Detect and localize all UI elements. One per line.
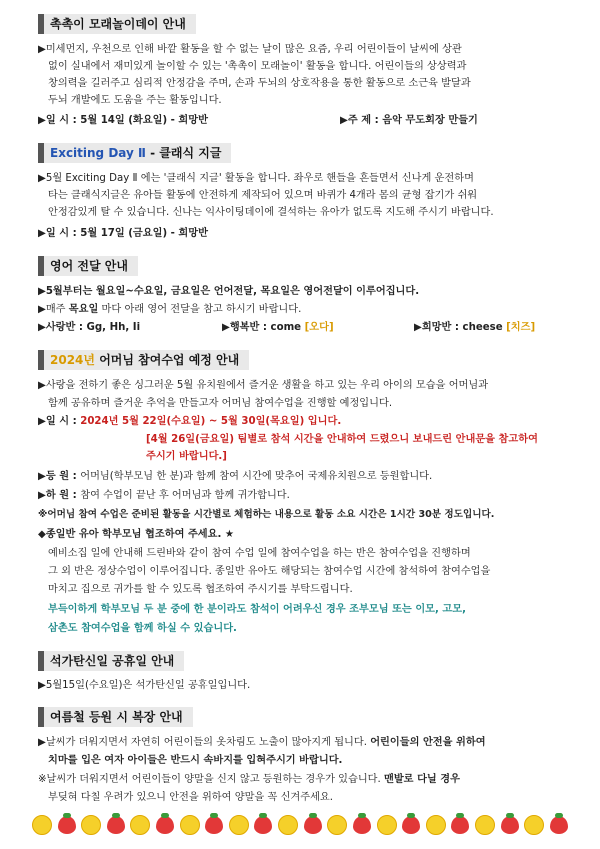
event-topic: ▶주 제 : 음악 무도회장 만들기 <box>340 115 478 126</box>
lemon-icon <box>475 815 495 835</box>
strawberry-icon <box>107 816 125 834</box>
fruit-border <box>32 812 568 838</box>
text-line: 없이 실내에서 재미있게 놀이할 수 있는 '촉촉이 모래놀이' 활동을 합니다. 어린이들의 상상력과 <box>48 61 467 72</box>
lemon-icon <box>327 815 347 835</box>
event-date: ▶일 시 : 5월 17일 (금요일) - 희망반 <box>38 228 208 239</box>
lemon-icon <box>229 815 249 835</box>
class-huimang: ▶희망반 : cheese [치즈] <box>414 322 536 333</box>
text-line: 두뇌 개발에도 도움을 주는 활동입니다. <box>48 95 222 106</box>
strawberry-icon <box>254 816 272 834</box>
text-line: ▶미세먼지, 우천으로 인해 바깥 활동을 할 수 없는 날이 많은 요즘, 우리 어린이들이 날씨에 상관 <box>38 44 462 55</box>
class-haengbok: ▶행복반 : come [오다] <box>222 322 334 333</box>
time-note: ※어머님 참여 수업은 준비된 활동을 시간별로 체험하는 내용으로 활동 소요 시간은 1시간 30분 정도입니다. <box>38 509 495 520</box>
lemon-icon <box>180 815 200 835</box>
event-date: ▶일 시 : 5월 14일 (화요일) - 희망반 <box>38 115 208 126</box>
section-header-parent-class: 2024년 어머님 참여수업 예정 안내 <box>38 350 249 370</box>
strawberry-icon <box>304 816 322 834</box>
section-header-exciting-day: Exciting Day Ⅱ - 클래식 지글 <box>38 143 231 163</box>
cooperation-request: ◆종일반 유아 학부모님 협조하여 주세요. ★ <box>38 529 235 540</box>
lemon-icon <box>377 815 397 835</box>
text-line: ※날씨가 더워지면서 어린이들이 양말을 신지 않고 등원하는 경우가 있습니다. 맨발로 다닐 경우 <box>38 774 460 785</box>
text-line: 마치고 집으로 귀가를 할 수 있도록 협조하여 주시기를 부탁드립니다. <box>48 584 353 595</box>
text-line: ▶5월부터는 월요일~수요일, 금요일은 언어전달, 목요일은 영어전달이 이루어집니다. <box>38 286 420 297</box>
strawberry-icon <box>550 816 568 834</box>
text-line: ▶5월15일(수요일)은 석가탄신일 공휴일입니다. <box>38 680 251 691</box>
section-header-dress: 여름철 등원 시 복장 안내 <box>38 707 193 727</box>
strawberry-icon <box>402 816 420 834</box>
strawberry-icon <box>501 816 519 834</box>
departure-info: ▶하 원 : 참여 수업이 끝난 후 어머님과 함께 귀가합니다. <box>38 490 290 501</box>
text-line: 함께 공유하며 즐거운 추억을 만들고자 어머님 참여수업을 진행할 예정입니다. <box>48 398 393 409</box>
strawberry-icon <box>156 816 174 834</box>
highlight-line: 부득이하게 학부모님 두 분 중에 한 분이라도 참석이 어려우신 경우 조부모님 또는 이모, 고모, <box>48 604 466 615</box>
text-line: 그 외 반은 정상수업이 이루어집니다. 종일반 유아도 해당되는 참여수업 시간에 참석하여 참여수업을 <box>48 566 491 577</box>
lemon-icon <box>278 815 298 835</box>
arrival-info: ▶등 원 : 어머님(학부모님 한 분)과 함께 참여 시간에 맞추어 국제유치원으로 등원합니다. <box>38 471 433 482</box>
lemon-icon <box>130 815 150 835</box>
date-note: [4월 26일(금요일) 팀별로 참석 시간을 안내하여 드렸으니 보내드린 안내문을 참고하여 <box>146 434 538 445</box>
date-note: 주시기 바랍니다.] <box>146 451 227 462</box>
highlight-line: 삼촌도 참여수업을 함께 하실 수 있습니다. <box>48 623 237 634</box>
section-header-holiday: 석가탄신일 공휴일 안내 <box>38 651 184 671</box>
text-line: 부딪혀 다칠 우려가 있으니 안전을 위하여 양말을 꼭 신겨주세요. <box>48 792 334 803</box>
text-line: ▶날씨가 더워지면서 자연히 어린이들의 옷차림도 노출이 많아지게 됩니다. 어린이들의 안전을 위하여 <box>38 737 486 748</box>
strawberry-icon <box>451 816 469 834</box>
text-line: ▶사랑을 전하기 좋은 싱그러운 5월 유치원에서 즐거운 생활을 하고 있는 우리 아이의 모습을 어머님과 <box>38 380 489 391</box>
class-sarang: ▶사랑반 : Gg, Hh, Ii <box>38 322 141 333</box>
text-line: 창의력을 길러주고 심리적 안정감을 주며, 손과 두뇌의 상호작용을 통한 활동으로 소근육 발달과 <box>48 78 471 89</box>
text-line: 안정감있게 탈 수 있습니다. 신나는 익사이팅데이에 결석하는 유아가 없도록 지도해 주시기 바랍니다. <box>48 207 494 218</box>
lemon-icon <box>32 815 52 835</box>
event-date: ▶일 시 : 2024년 5월 22일(수요일) ~ 5월 30일(목요일) 입니다. <box>38 416 342 427</box>
lemon-icon <box>524 815 544 835</box>
section-header-english: 영어 전달 안내 <box>38 256 138 276</box>
text-line: ▶매주 목요일 마다 아래 영어 전달을 참고 하시기 바랍니다. <box>38 304 302 315</box>
text-line: 예비소집 일에 안내해 드린바와 같이 참여 수업 일에 참여수업을 하는 반은 참여수업을 진행하며 <box>48 548 471 559</box>
text-line: 치마를 입은 여자 아이들은 반드시 속바지를 입혀주시기 바랍니다. <box>48 755 343 766</box>
lemon-icon <box>81 815 101 835</box>
lemon-icon <box>426 815 446 835</box>
strawberry-icon <box>205 816 223 834</box>
text-line: ▶5월 Exciting Day Ⅱ 에는 '클래식 지글' 활동을 합니다. 좌우로 핸들을 흔들면서 신나게 운전하며 <box>38 173 474 184</box>
strawberry-icon <box>58 816 76 834</box>
text-line: 타는 클래식지글은 유아들 활동에 안전하게 제작되어 있으며 바퀴가 4개라 몸의 균형 잡기가 쉬워 <box>48 190 478 201</box>
section-header-sand-play: 촉촉이 모래놀이데이 안내 <box>38 14 196 34</box>
strawberry-icon <box>353 816 371 834</box>
